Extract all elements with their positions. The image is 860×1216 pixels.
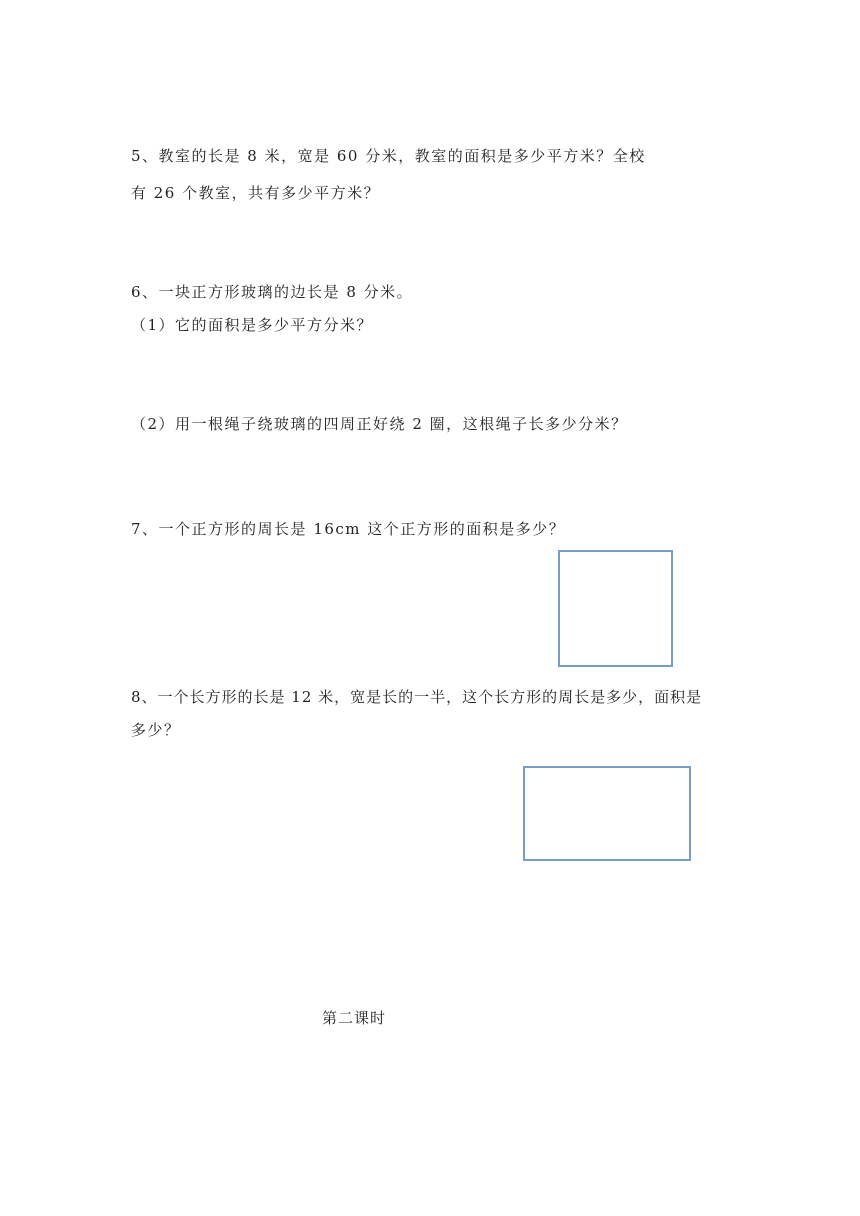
question-5-line-1: 5、教室的长是 8 米，宽是 60 分米，教室的面积是多少平方米？全校 xyxy=(131,147,646,165)
question-6-part-2: （2）用一根绳子绕玻璃的四周正好绕 2 圈，这根绳子长多少分米？ xyxy=(131,415,628,433)
question-5-line-2: 有 26 个教室，共有多少平方米？ xyxy=(131,184,381,202)
question-8-line-2: 多少？ xyxy=(131,721,181,739)
question-6-part-1: （1）它的面积是多少平方分米？ xyxy=(131,316,374,334)
rectangle-figure xyxy=(523,766,691,861)
question-6-stem: 6、一块正方形玻璃的边长是 8 分米。 xyxy=(131,283,414,301)
question-8-line-1: 8、一个长方形的长是 12 米，宽是长的一半，这个长方形的周长是多少，面积是 xyxy=(131,688,703,706)
question-7-text: 7、一个正方形的周长是 16cm 这个正方形的面积是多少？ xyxy=(131,520,566,538)
square-figure xyxy=(558,550,673,667)
section-title: 第二课时 xyxy=(322,1009,387,1027)
